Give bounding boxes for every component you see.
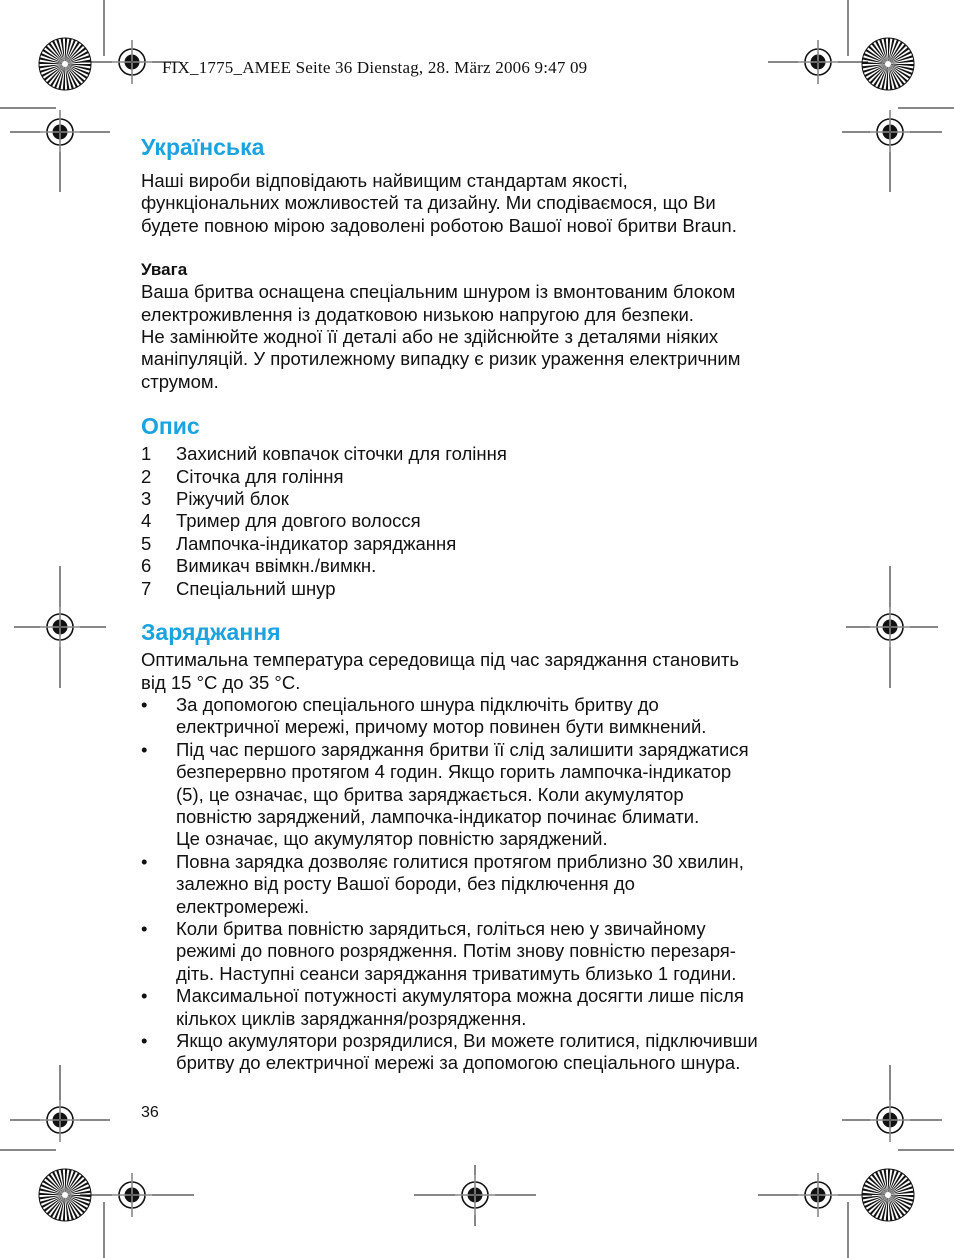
caution-line: маніпуляцій. У протилежному випадку є ризик ураження електричним — [141, 348, 741, 370]
bullet-item — [141, 985, 841, 1030]
charging-instructions — [141, 694, 841, 1075]
bullet-glyph: • — [141, 693, 148, 715]
item-text: Вимикач ввімкн./вимкн. — [176, 555, 377, 577]
item-text: Сіточка для гоління — [176, 465, 344, 487]
bullet-glyph: • — [141, 917, 148, 939]
registration-crosshair — [38, 110, 82, 154]
registration-crosshair — [453, 1173, 497, 1217]
bullet-line: Коли бритва повністю зарядиться, голіться нею у звичайному — [176, 917, 706, 939]
bullet-line: За допомогою спеціального шнура підключіть бритву до — [176, 693, 659, 715]
bullet-item — [141, 1030, 841, 1075]
item-text: Ріжучий блок — [176, 488, 289, 510]
caution-line: електроживлення із додатковою низькою напругою для безпеки. — [141, 303, 694, 325]
list-item — [141, 443, 841, 465]
bullet-line: електромережі. — [176, 895, 310, 917]
caution-line: Ваша бритва оснащена спеціальним шнуром із вмонтованим блоком — [141, 281, 736, 303]
registration-crosshair — [796, 1173, 840, 1217]
registration-crosshair — [868, 1098, 912, 1142]
registration-crosshair — [38, 605, 82, 649]
registration-crosshair — [110, 1173, 154, 1217]
list-item — [141, 466, 841, 488]
bullet-glyph: • — [141, 1030, 148, 1051]
item-text: Лампочка-індикатор заряджання — [176, 532, 457, 554]
charging-intro-line: Оптимальна температура середовища під час заряджання становить — [141, 649, 739, 671]
registration-crosshair — [868, 110, 912, 154]
page-number: 36 — [141, 1104, 159, 1121]
intro-line: Наші вироби відповідають найвищим стандартам якості, — [141, 170, 628, 191]
charging-intro-line: від 15 °C до 35 °C. — [141, 671, 301, 693]
item-number: 7 — [141, 577, 152, 599]
bullet-line: (5), це означає, що бритва заряджається. Коли акумулятор — [176, 783, 684, 805]
intro-line: функціональних можливостей та дизайну. Ми сподіваємося, що Ви — [141, 192, 716, 214]
bullet-line: Повна зарядка дозволяє голитися протягом приблизно 30 хвилин, — [176, 850, 744, 872]
bullet-line: Максимальної потужності акумулятора можна досягти лише після — [176, 985, 744, 1007]
section-title-charging: Заряджання — [141, 619, 281, 646]
bullet-item — [141, 851, 841, 918]
item-number: 5 — [141, 532, 152, 554]
registration-starburst — [862, 1169, 914, 1221]
bullet-line: залежно від росту Вашої бороди, без підключення до — [176, 873, 635, 895]
item-number: 2 — [141, 465, 152, 487]
list-item — [141, 510, 841, 532]
list-item — [141, 533, 841, 555]
parts-list — [141, 443, 841, 600]
section-title-ukrainian: Українська — [141, 134, 265, 160]
item-number: 4 — [141, 510, 152, 532]
registration-crosshair — [38, 1098, 82, 1142]
registration-crosshair — [868, 605, 912, 649]
registration-crosshair — [110, 40, 154, 84]
bullet-line: режимі до повного розрядження. Потім знову повністю перезаря- — [176, 940, 736, 962]
bullet-line: електричної мережі, причому мотор повинен бути вимкнений. — [176, 716, 707, 738]
registration-crosshair — [796, 40, 840, 84]
bullet-line: Під час першого заряджання бритви її слід залишити заряджатися — [176, 738, 749, 760]
bullet-item — [141, 739, 841, 851]
item-number: 3 — [141, 488, 152, 510]
registration-starburst — [39, 38, 91, 90]
section-title-description: Опис — [141, 413, 200, 440]
list-item — [141, 488, 841, 510]
bullet-line: Якщо акумулятори розрядилися, Ви можете голитися, підключивши — [176, 1030, 758, 1051]
bullet-glyph: • — [141, 738, 148, 760]
caution-line: Не замінюйте жодної її деталі або не здійснюйте з деталями ніяких — [141, 326, 719, 348]
bullet-glyph: • — [141, 985, 148, 1007]
bullet-glyph: • — [141, 850, 148, 872]
intro-line: будете повною мірою задоволені роботою Вашої нової бритви Braun. — [141, 214, 737, 236]
bullet-line: бритву до електричної мережі за допомогою спеціального шнура. — [176, 1052, 741, 1074]
registration-starburst — [39, 1169, 91, 1221]
bullet-line: повністю заряджений, лампочка-індикатор починає блимати. — [176, 805, 700, 827]
caution-line: струмом. — [141, 370, 219, 392]
print-slug-line: FIX_1775_AMEE Seite 36 Dienstag, 28. März 2006 9:47 09 — [162, 58, 588, 77]
item-text: Тример для довгого волосся — [176, 510, 421, 532]
caution-title: Увага — [141, 260, 188, 280]
list-item — [141, 555, 841, 577]
item-text: Захисний ковпачок сіточки для гоління — [176, 443, 507, 465]
item-number: 6 — [141, 555, 152, 577]
bullet-item — [141, 918, 841, 985]
bullet-line: Це означає, що акумулятор повністю заряджений. — [176, 828, 608, 850]
registration-starburst — [862, 38, 914, 90]
bullet-line: кількох циклів заряджання/розрядження. — [176, 1007, 527, 1029]
item-number: 1 — [141, 443, 152, 465]
item-text: Спеціальний шнур — [176, 577, 336, 599]
bullet-line: безперервно протягом 4 годин. Якщо горить лампочка-індикатор — [176, 761, 732, 783]
list-item — [141, 578, 841, 600]
bullet-line: діть. Наступні сеанси заряджання триватимуть близько 1 години. — [176, 962, 737, 984]
bullet-item — [141, 694, 841, 739]
page-content — [141, 130, 841, 1075]
